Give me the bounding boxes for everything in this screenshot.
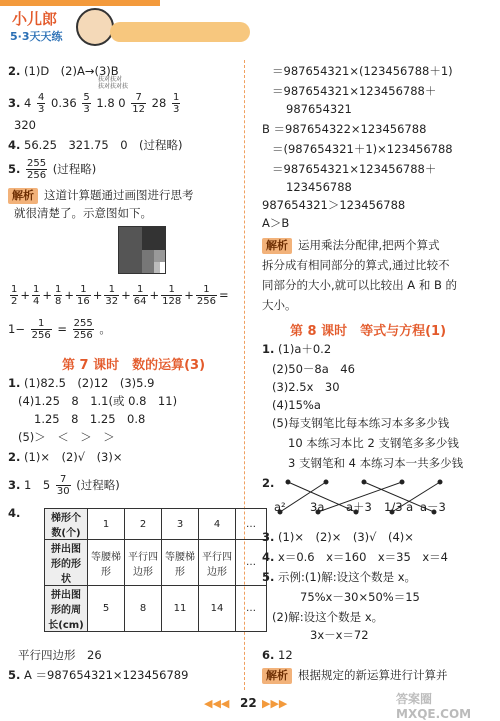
table-cell: 平行四边形 bbox=[125, 540, 162, 586]
table-row bbox=[45, 509, 267, 540]
analysis2-line4: 大小。 bbox=[262, 298, 297, 312]
fraction-sum-line: $\frac{1}{2}$ + $\frac{1}{4}$ + $\frac{1}{8}$ + $\frac{1}{16}$ + $\frac{1}{32}$ + $\frac{1}{64}$ + $\frac{1}{128}$ + $\frac{1}{256}$ = bbox=[11, 284, 229, 307]
sum-fraction: $\frac{1}{32}$ bbox=[105, 284, 119, 307]
header-stripe bbox=[0, 0, 160, 6]
l-q5-line: 5. A ＝987654321×123456789 bbox=[8, 668, 189, 682]
table-cell: 5 bbox=[88, 586, 125, 632]
sum-fraction: $\frac{1}{128}$ bbox=[162, 284, 182, 307]
r-q2-num: 2. bbox=[262, 476, 275, 490]
sum-fraction: $\frac{1}{2}$ bbox=[11, 284, 18, 307]
r-q2-label-2: a＋3 bbox=[346, 500, 372, 514]
sum-fraction: $\frac{1}{8}$ bbox=[55, 284, 62, 307]
r-q2-label-0: a² bbox=[274, 500, 286, 514]
table-cell: 14 bbox=[199, 586, 236, 632]
q4-line: 4. 56.25 321.75 0 (过程略) bbox=[8, 138, 183, 152]
table-cell: 4 bbox=[199, 509, 236, 540]
table-cell: 平行四边形 bbox=[199, 540, 236, 586]
r-q1-line7: 3 支钢笔和 4 本练习本一共多少钱 bbox=[288, 456, 464, 470]
r-line8: 987654321＞123456788 bbox=[262, 198, 406, 212]
l-q1-line3: 1.25 8 1.25 0.8 bbox=[34, 412, 146, 426]
page-number: 22 bbox=[240, 696, 257, 710]
table-cell: 11 bbox=[162, 586, 199, 632]
l-q4-num: 4. bbox=[8, 506, 21, 520]
table-row-header: 梯形个数(个) bbox=[45, 509, 88, 540]
r-line6: ＝987654321×123456788＋ bbox=[272, 162, 437, 176]
table-cell: 8 bbox=[125, 586, 162, 632]
analysis2-line3: 同部分的大小,就可以比较出 A 和 B 的 bbox=[262, 278, 458, 292]
trapezoid-table bbox=[44, 508, 267, 632]
table-row-header: 拼出图形的周长(cm) bbox=[45, 586, 88, 632]
table-cell: 1 bbox=[88, 509, 125, 540]
r-q1-line3: (3)2.5x 30 bbox=[272, 380, 340, 394]
analysis1-line1: 解析 这道计算题通过画图进行思考 bbox=[8, 188, 194, 204]
analysis3-line: 解析 根据规定的新运算进行计算并 bbox=[262, 668, 448, 684]
q2-tiny-note: 扶对扶对 扶对扶对扶 bbox=[98, 76, 129, 90]
table-cell: … bbox=[236, 509, 267, 540]
table-cell: 2 bbox=[125, 509, 162, 540]
l-q1-line4: (5)＞ ＜ ＞ ＞ bbox=[18, 430, 115, 444]
r-line2: ＝987654321×123456788＋ bbox=[272, 84, 437, 98]
r-q1-line1: 1. (1)a＋0.2 bbox=[262, 342, 332, 356]
q3-second-line: 320 bbox=[14, 118, 36, 132]
r-line4: B ＝987654322×123456788 bbox=[262, 122, 427, 136]
r-q5-line1: 5. 示例:(1)解:设这个数是 x。 bbox=[262, 570, 417, 584]
header-orange-band bbox=[110, 22, 250, 42]
sum-fraction: $\frac{1}{256}$ bbox=[196, 284, 216, 307]
watermark: 答案圈 MXQE.COM bbox=[396, 692, 472, 721]
table-row bbox=[45, 540, 267, 586]
table-cell: … bbox=[236, 540, 267, 586]
r-line3: 987654321 bbox=[286, 102, 352, 116]
table-cell: 3 bbox=[162, 509, 199, 540]
r-q5-line2: 75%x－30×50%＝15 bbox=[300, 590, 420, 604]
r-q4-line: 4. x＝0.6 x＝160 x＝35 x＝4 bbox=[262, 550, 448, 564]
l-q1-line1: 1. (1)82.5 (2)12 (3)5.9 bbox=[8, 376, 155, 390]
analysis2-line2: 拆分成有相同部分的算式,通过比较不 bbox=[262, 258, 450, 272]
fraction-sum-result: 1− $\frac{1}{256}$ = $\frac{255}{256}$ 。 bbox=[8, 318, 111, 341]
r-line5: ＝(987654321＋1)×123456788 bbox=[272, 142, 453, 156]
q3-line: 3. 4 $\frac{4}{3}$ 0.36 $\frac{5}{3}$ 1.8 0 $\frac{7}{12}$ 28 $\frac{1}{3}$ bbox=[8, 92, 180, 115]
r-q2-label-1: 3a bbox=[310, 500, 325, 514]
r-q5-line3: (2)解:设这个数是 x。 bbox=[272, 610, 384, 624]
l-q4-after: 平行四边形 26 bbox=[18, 648, 102, 662]
r-q3-line: 3. (1)× (2)× (3)√ (4)× bbox=[262, 530, 414, 544]
table-row bbox=[45, 586, 267, 632]
analysis1-line2: 就很清楚了。示意图如下。 bbox=[14, 206, 152, 220]
mascot-icon bbox=[76, 8, 114, 46]
logo-top: 小儿郎 bbox=[12, 10, 58, 28]
analysis2-line1: 解析 运用乘法分配律,把两个算式 bbox=[262, 238, 440, 254]
r-line1: ＝987654321×(123456788＋1) bbox=[272, 64, 453, 78]
header-bar bbox=[0, 0, 500, 52]
r-q2-label-4: a－3 bbox=[420, 500, 446, 514]
q2-line: 2. (1)D (2)A→(3)B bbox=[8, 64, 119, 78]
sum-fraction: $\frac{1}{64}$ bbox=[133, 284, 147, 307]
logo-bottom: 5·3天天练 bbox=[10, 30, 63, 43]
r-q6-line: 6. 12 bbox=[262, 648, 293, 662]
q5-line: 5. $\frac{255}{256}$ (过程略) bbox=[8, 158, 97, 181]
lesson7-title: 第 7 课时 数的运算(3) bbox=[62, 358, 206, 373]
table-row-header: 拼出图形的形状 bbox=[45, 540, 88, 586]
square-diagram bbox=[118, 226, 166, 274]
sum-fraction: $\frac{1}{4}$ bbox=[33, 284, 40, 307]
sum-fraction: $\frac{1}{16}$ bbox=[77, 284, 90, 307]
r-q1-line6: 10 本练习本比 2 支钢笔多多少钱 bbox=[288, 436, 459, 450]
l-q3-line: 3. 1 5 $\frac{7}{30}$ (过程略) bbox=[8, 474, 120, 497]
table-cell: 等腰梯形 bbox=[162, 540, 199, 586]
analysis-tag: 解析 bbox=[8, 188, 38, 204]
r-q2-label-3: 1/3 a bbox=[384, 500, 414, 514]
r-q5-line4: 3x－x＝72 bbox=[310, 628, 369, 642]
lesson8-title: 第 8 课时 等式与方程(1) bbox=[290, 324, 447, 339]
table-cell: 等腰梯形 bbox=[88, 540, 125, 586]
table-cell: … bbox=[236, 586, 267, 632]
r-line7: 123456788 bbox=[286, 180, 352, 194]
r-q1-line5: (5)每支钢笔比每本练习本多多少钱 bbox=[272, 416, 450, 430]
r-line9: A＞B bbox=[262, 216, 290, 230]
analysis-tag: 解析 bbox=[262, 668, 292, 684]
r-q1-line4: (4)15%a bbox=[272, 398, 321, 412]
l-q1-line2: (4)1.25 8 1.1(或 0.8 11) bbox=[18, 394, 178, 408]
footer-arrows-left: ◀◀◀ bbox=[204, 697, 230, 710]
analysis-tag: 解析 bbox=[262, 238, 292, 254]
footer-arrows-right: ▶▶▶ bbox=[262, 697, 288, 710]
r-q1-line2: (2)50－8a 46 bbox=[272, 362, 355, 376]
l-q2-line: 2. (1)× (2)√ (3)× bbox=[8, 450, 123, 464]
